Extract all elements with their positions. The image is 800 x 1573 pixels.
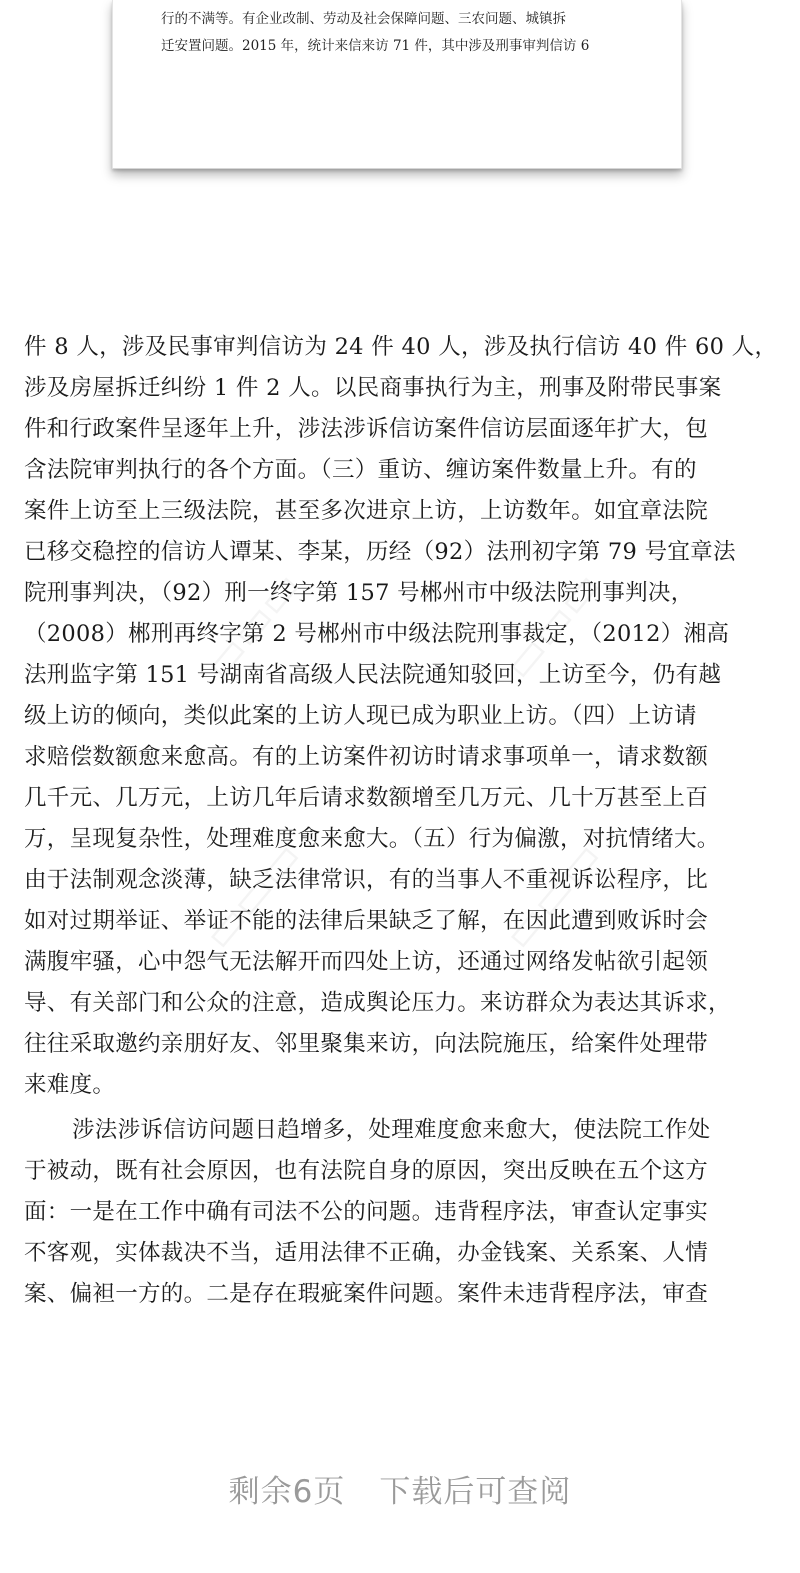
body-line: 院刑事判决，（92）刑一终字第 157 号郴州市中级法院刑事判决， <box>24 580 694 606</box>
body-line: 万，呈现复杂性，处理难度愈来愈大。（五）行为偏激，对抗情绪大。 <box>24 826 720 852</box>
document-body <box>24 327 784 1315</box>
paragraph-start-line: 涉法涉诉信访问题日趋增多，处理难度愈来愈大，使法院工作处 <box>72 1117 711 1143</box>
previous-page-card <box>112 0 682 169</box>
body-line: 不客观，实体裁决不当，适用法律不正确，办金钱案、关系案、人情 <box>24 1240 709 1266</box>
body-line: 来难度。 <box>24 1072 116 1098</box>
body-line: 于被动，既有社会原因，也有法院自身的原因，突出反映在五个这方 <box>24 1158 709 1184</box>
body-line: 往往采取邀约亲朋好友、邻里聚集来访，向法院施压，给案件处理带 <box>24 1031 709 1057</box>
body-line: 求赔偿数额愈来愈高。有的上访案件初访时请求事项单一，请求数额 <box>24 744 709 770</box>
previous-page-line: 迁安置问题。2015 年，统计来信来访 71 件，其中涉及刑事审判信访 6 <box>161 38 590 54</box>
body-line: 案、偏袒一方的。二是存在瑕疵案件问题。案件未违背程序法，审查 <box>24 1281 709 1307</box>
previous-page-line: 行的不满等。有企业改制、劳动及社会保障问题、三农问题、城镇拆 <box>161 11 566 27</box>
body-line: 如对过期举证、举证不能的法律后果缺乏了解，在因此遭到败诉时会 <box>24 908 709 934</box>
body-line: 面：一是在工作中确有司法不公的问题。违背程序法，审查认定事实 <box>24 1199 709 1225</box>
download-to-read-label: 下载后可查阅 <box>379 1474 572 1510</box>
body-line: 由于法制观念淡薄，缺乏法律常识，有的当事人不重视诉讼程序，比 <box>24 867 709 893</box>
body-line: 已移交稳控的信访人谭某、李某，历经（92）法刑初字第 79 号宜章法 <box>24 539 736 565</box>
body-line: 几千元、几万元，上访几年后请求数额增至几万元、几十万甚至上百 <box>24 785 709 811</box>
body-line: 级上访的倾向，类似此案的上访人现已成为职业上访。（四）上访请 <box>24 703 697 729</box>
body-line: 导、有关部门和公众的注意，造成舆论压力。来访群众为表达其诉求， <box>24 990 731 1016</box>
body-line: 含法院审判执行的各个方面。（三）重访、缠访案件数量上升。有的 <box>24 457 697 483</box>
body-line: 涉及房屋拆迁纠纷 1 件 2 人。以民商事执行为主，刑事及附带民事案 <box>24 375 722 401</box>
body-line: 件 8 人，涉及民事审判信访为 24 件 40 人，涉及执行信访 40 件 60 人， <box>24 334 778 360</box>
remaining-pages-prompt[interactable] <box>0 1466 800 1511</box>
body-line: 案件上访至上三级法院，甚至多次进京上访，上访数年。如宜章法院 <box>24 498 709 524</box>
body-line: （2008）郴刑再终字第 2 号郴州市中级法院刑事裁定，（2012）湘高 <box>24 621 730 647</box>
body-line: 件和行政案件呈逐年上升，涉法涉诉信访案件信访层面逐年扩大，包 <box>24 416 709 442</box>
body-line: 法刑监字第 151 号湖南省高级人民法院通知驳回，上访至今，仍有越 <box>24 662 722 688</box>
body-line: 满腹牢骚，心中怨气无法解开而四处上访，还通过网络发帖欲引起领 <box>24 949 709 975</box>
remaining-pages-label: 剩余6页 <box>228 1474 346 1510</box>
